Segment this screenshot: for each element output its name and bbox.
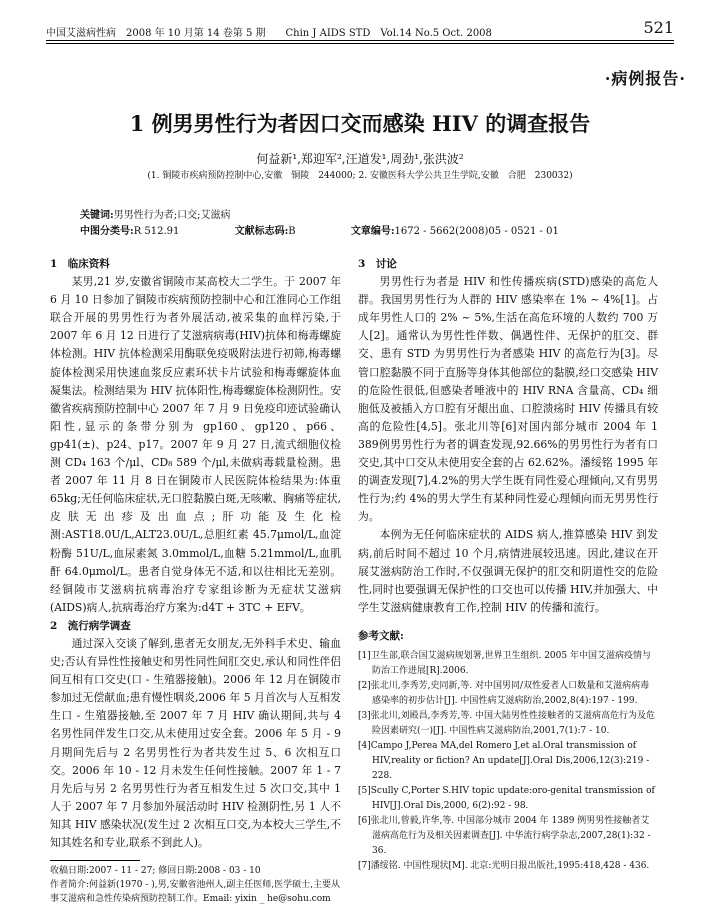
journal-citation: 中国艾滋病性病 2008 年 10 月第 14 卷第 5 期 Chin J AIDS STD Vol.14 No.5 Oct. 2008 (46, 28, 492, 39)
body-paragraph: 男男性行为者是 HIV 和性传播疾病(STD)感染的高危人群。我国男男性行为人群的 HIV 感染率在 1% ~ 4%[1]。占成年男性人口的 2% ~ 5%,生活在高危环境的人数约 700 万人[2]。通常认为男性性伴数、偶遇性伴、无保护的肛交、群交、患有 STD 为男男性行为者感染 HIV 的高危行为[3]。尽管口腔黏膜不同于直肠等身体其他部位的黏膜,经口交感染 HIV 的危险性很低,但感染者唾液中的 HIV RNA 含量高、CD₄ 细胞低及被插入方口腔有牙龈出血、口腔溃疡时 HIV 传播具有较高的危险性[4,5]。张北川等[6]对国内部分城市 2004 年 1 389例男男性行为者的调查发现,92.66%的男男性行为者有口交史,其中口交从未使用安全套的占 62.62%。潘绥铭 1995 年的调查发现[7],4.2%的男大学生既有同性爱心理倾向,又有男男性行为;约 4%的男大学生有某种同性爱心理倾向而无男男性行为。 (358, 275, 658, 524)
references-heading: 参考文献: (358, 629, 404, 642)
running-header (46, 18, 674, 38)
page-number: 521 (643, 18, 674, 37)
article-number-label: 文章编号: (350, 226, 395, 237)
reference-item: [1]卫生部,联合国艾滋病规划署,世界卫生组织. 2005 年中国艾滋病疫情与防治工作进展[R].2006. (358, 650, 651, 676)
section-heading: 2 流行病学调查 (50, 619, 131, 632)
header-rule-thin (46, 43, 674, 44)
section-heading: 3 讨论 (358, 258, 397, 270)
author-list: 何益新¹,郑迎军²,汪道发¹,周劲¹,张洪波² (256, 152, 464, 166)
section-tag: ·病例报告· (604, 69, 686, 88)
body-paragraph: 通过深入交谈了解到,患者无女朋友,无外科手术史、输血史;否认有异性性接触史和男性同性间肛交史,承认和同性伴侣间互相有口交史(口 - 生殖器接触)。2006 年 12 月在铜陵市参加过无偿献血;患有慢性咽炎,2006 年 5 月首次与人互相发生口 - 生殖器接触,至 2007 年 7 月 HIV 确认期间,共与 4 名男性同伴发生口交,从未使用过安全套。2006 年 5 月 - 9 月期间先后与 2 名男男性行为者共发生过 5、6 次相互口交。2006 年 10 - 12 月未发生任何性接触。2007 年 1 - 7 月先后与另 2 名男男性行为者互相发生过 5 次口交,其中 1 人于 2007 年 7 月参加外展活动时 HIV 检测阴性,另 1 人不知其 HIV 感染状况(发生过 2 次相互口交,为本校大三学生,不知其姓名和专业,联系不到此人)。 (50, 636, 341, 849)
classification-line (80, 222, 640, 237)
doc-code: B (288, 226, 296, 237)
reference-item: [4]Campo J,Perea MA,del Romero J,et al.Oral transmission of HIV,reality or fiction? An update[J].Oral Dis,2006,12(3):219 - 228. (358, 740, 650, 781)
body-paragraph: 本例为无任何临床症状的 AIDS 病人,推算感染 HIV 到发病,前后时间不超过 10 个月,病情进展较迅速。因此,建议在开展艾滋病防治工作时,不仅强调无保护的肛交和阴道性交的危险性,同时也要强调无保护性的口交也可以传播 HIV,并加强大、中学生艾滋病健康教育工作,控制 HIV 的传播和流行。 (358, 528, 658, 614)
body-paragraph: 某男,21 岁,安徽省铜陵市某高校大二学生。于 2007 年 6 月 10 日参加了铜陵市疾病预防控制中心和江淮同心工作组联合开展的男男性行为者外展活动,被采集的血样污染,于 2007 年 6 月 12 日进行了艾滋病病毒(HIV)抗体和梅毒螺旋体检测。HIV 抗体检测采用酶联免疫吸附法进行初筛,梅毒螺旋体检测采用快速血浆反应素环状卡片试验和梅毒螺旋体血凝集法。检测结果为 HIV 抗体阳性,梅毒螺旋体检测阴性。安徽省疾病预防控制中心 2007 年 7 月 9 日免疫印迹试验确认阳性,显示的条带分别为 gp160、gp120、p66、gp41(±)、p24、p17。2007 年 9 月 27 日,流式细胞仪检测 CD₄ 163 个/μl、CD₈ 589 个/μl,未做病毒载量检测。患者 2007 年 11 月 8 日在铜陵市人民医院体检结果为:体重 65kg;无任何临床症状,无口腔黏膜白斑,无咳嗽、胸痛等症状,皮肤无出疹及出血点;肝功能及生化检测:AST18.0U/L,ALT23.0U/L,总胆红素 45.7μmol/L,血淀粉酶 51U/L,血尿素氮 3.0mmol/L,血糖 5.21mmol/L,血肌酐 64.0μmol/L。患者自觉身体无不适,和以往相比无差别。经铜陵市艾滋病抗病毒治疗专家组诊断为无症状艾滋病(AIDS)病人,抗病毒治疗方案为:d4T + 3TC + EFV。 (50, 275, 341, 614)
clc-label: 中图分类号: (80, 226, 134, 237)
keywords-line (80, 206, 230, 221)
reference-item: [7]潘绥铭. 中国性现状[M]. 北京:光明日报出版社,1995:418,428 - 436. (358, 860, 650, 871)
article-title: 1 例男男性行为者因口交而感染 HIV 的调查报告 (129, 111, 591, 136)
affiliations: (1. 铜陵市疾病预防控制中心,安徽 铜陵 244000; 2. 安徽医科大学公共卫生学院,安徽 合肥 230032) (147, 171, 573, 181)
footnote-rule (50, 860, 140, 861)
section-heading: 1 临床资料 (50, 258, 110, 270)
reference-item: [2]张北川,李秀芳,史同新,等. 对中国男同/双性爱者人口数量和艾滋病病毒感染率的初步估计[J]. 中国性病艾滋病防治,2002,8(4):197 - 199. (358, 680, 650, 706)
keywords-label: 关键词: (80, 210, 114, 221)
reference-list (358, 649, 658, 874)
left-column (50, 255, 341, 906)
keywords: 男男性行为者;口交;艾滋病 (113, 210, 231, 221)
article-number: 1672 - 5662(2008)05 - 0521 - 01 (394, 226, 559, 237)
clc-number: R 512.91 (133, 226, 180, 237)
footnote-line: 收稿日期:2007 - 11 - 27; 修回日期:2008 - 03 - 10 (50, 866, 261, 877)
footnote-line: 作者简介:何益新(1970 - ),男,安徽省池州人,副主任医师,医学硕士,主要从事艾滋病和急性传染病预防控制工作。Email: yixin _ he@sohu.com (50, 880, 341, 905)
reference-item: [5]Scully C,Porter S.HIV topic update:oro-genital transmission of HIV[J].Oral Dis,2000, 6(2):92 - 98. (358, 785, 655, 811)
doc-code-label: 文献标志码: (234, 226, 289, 237)
reference-item: [3]张北川,刘殿昌,李秀芳,等. 中国大陆男性性接触者的艾滋病高危行为及危险因素研究(一)[J]. 中国性病艾滋病防治,2001,7(1):7 - 10. (358, 710, 656, 736)
reference-item: [6]张北川,曾毅,许华,等. 中国部分城市 2004 年 1389 例男男性接触者艾滋病高危行为及相关因素调查[J]. 中华流行病学杂志,2007,28(1):32 - 36. (358, 815, 651, 856)
header-rule (46, 40, 674, 41)
right-column (358, 255, 658, 874)
discussion-section (358, 255, 658, 617)
